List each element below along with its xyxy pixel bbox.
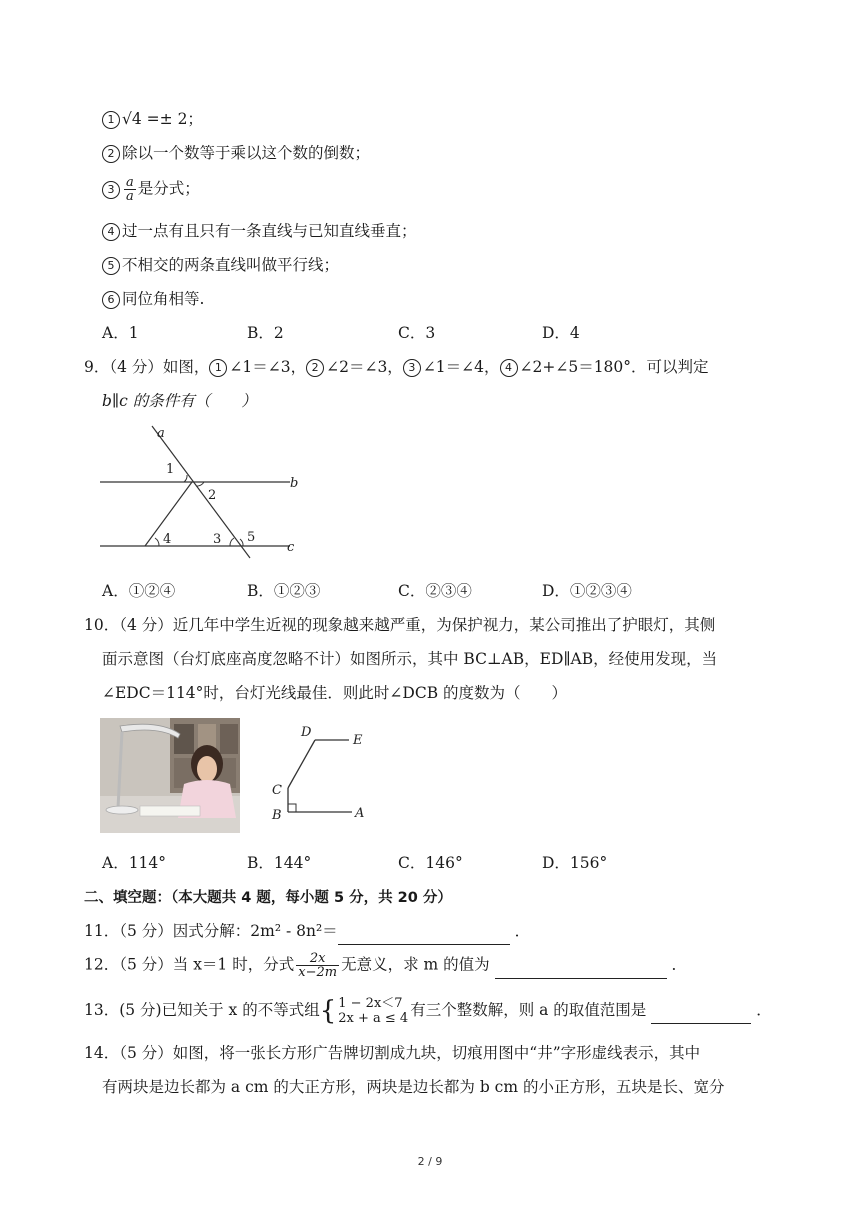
label-B: B bbox=[272, 808, 282, 823]
statement-2: 2 除以一个数等于乘以这个数的倒数； bbox=[102, 142, 370, 164]
q9-stem-line2: b∥c 的条件有（ ） bbox=[102, 392, 257, 410]
fraction: $\frac{2x}{x-2m}$ bbox=[298, 951, 338, 980]
option-d[interactable]: D．4 bbox=[542, 324, 580, 342]
answer-blank[interactable] bbox=[495, 956, 667, 979]
label-2: 2 bbox=[208, 488, 217, 503]
q14-line2: 有两块是边长都为 a cm 的大正方形，两块是边长都为 b cm 的小正方形，五块是长、宽分 bbox=[102, 1078, 725, 1096]
circled-number: 6 bbox=[102, 291, 120, 309]
q10-stem-line2: 面示意图（台灯底座高度忽略不计）如图所示，其中 BC⊥AB，ED∥AB，经使用发现，当 bbox=[102, 650, 718, 668]
q10-stem-line3: ∠EDC＝114°时，台灯光线最佳．则此时∠DCB 的度数为（ ） bbox=[102, 684, 568, 702]
circled-number: 4 bbox=[102, 223, 120, 241]
q11: 11．（5 分）因式分解：2m² ‑ 8n²＝ ． bbox=[84, 920, 530, 945]
label-4: 4 bbox=[163, 532, 172, 547]
option-b[interactable]: B．2 bbox=[247, 324, 284, 342]
inequality-system: 1 − 2x＜7 2x + a ≤ 4 bbox=[338, 996, 409, 1026]
option-c[interactable]: C．3 bbox=[398, 324, 436, 342]
circled-number: 5 bbox=[102, 257, 120, 275]
label-b: b bbox=[290, 476, 299, 491]
option-c[interactable]: C．②③④ bbox=[398, 582, 472, 600]
label-5: 5 bbox=[247, 530, 256, 545]
answer-blank[interactable] bbox=[338, 922, 510, 945]
page-number: 2 / 9 bbox=[417, 1155, 443, 1168]
option-a[interactable]: A．①②④ bbox=[102, 582, 176, 600]
label-3: 3 bbox=[213, 532, 222, 547]
option-d[interactable]: D．①②③④ bbox=[542, 582, 632, 600]
circled-number: 2 bbox=[102, 145, 120, 163]
option-d[interactable]: D．156° bbox=[542, 854, 608, 872]
q9-stem: 9．（4 分）如图， 1 ∠1＝∠3， 2 ∠2＝∠3， 3 ∠1＝∠4， 4 ∠2+∠5＝180°．可以判定 bbox=[84, 358, 709, 376]
label-1: 1 bbox=[166, 462, 175, 477]
statement-4: 4 过一点有且只有一条直线与已知直线垂直； bbox=[102, 220, 417, 242]
q14-line1: 14．（5 分）如图，将一张长方形广告牌切割成九块，切痕用图中“井”字形虚线表示，其中 bbox=[84, 1044, 701, 1062]
option-b[interactable]: B．144° bbox=[247, 854, 312, 872]
label-a: a bbox=[157, 426, 165, 441]
label-c: c bbox=[287, 540, 295, 555]
q10-figure bbox=[266, 718, 376, 833]
statement-6: 6 同位角相等. bbox=[102, 288, 204, 310]
label-A: A bbox=[355, 806, 365, 821]
circled-number: 1 bbox=[102, 111, 120, 129]
section-heading: 二、填空题：（本大题共 4 题，每小题 5 分，共 20 分） bbox=[84, 890, 452, 906]
q9-figure bbox=[100, 420, 310, 560]
option-a[interactable]: A．1 bbox=[102, 324, 139, 342]
option-c[interactable]: C．146° bbox=[398, 854, 463, 872]
label-D: D bbox=[301, 725, 312, 740]
statement-3: 3 $\frac{a}{a}$ 是分式； bbox=[102, 176, 200, 203]
statement-1: 1 √4 =± 2； bbox=[102, 108, 203, 130]
fraction: $\frac{a}{a}$ bbox=[126, 175, 134, 204]
q10-stem-line1: 10．（4 分）近几年中学生近视的现象越来越严重，为保护视力，某公司推出了护眼灯，其侧 bbox=[84, 616, 716, 634]
label-C: C bbox=[272, 783, 282, 798]
option-b[interactable]: B．①②③ bbox=[247, 582, 321, 600]
answer-blank[interactable] bbox=[651, 1001, 751, 1024]
statement-5: 5 不相交的两条直线叫做平行线； bbox=[102, 254, 339, 276]
q12: 12．（5 分）当 x＝1 时，分式 $\frac{2x}{x-2m}$ 无意义，求 m 的值为 ． bbox=[84, 951, 688, 980]
lamp-photo bbox=[100, 718, 240, 833]
q13: 13．(5 分)已知关于 x 的不等式组{ 1 − 2x＜7 2x + a ≤ 4 有三个整数解，则 a 的取值范围是 ． bbox=[84, 996, 772, 1026]
label-E: E bbox=[353, 733, 363, 748]
option-a[interactable]: A．114° bbox=[102, 854, 167, 872]
circled-number: 3 bbox=[102, 181, 120, 199]
